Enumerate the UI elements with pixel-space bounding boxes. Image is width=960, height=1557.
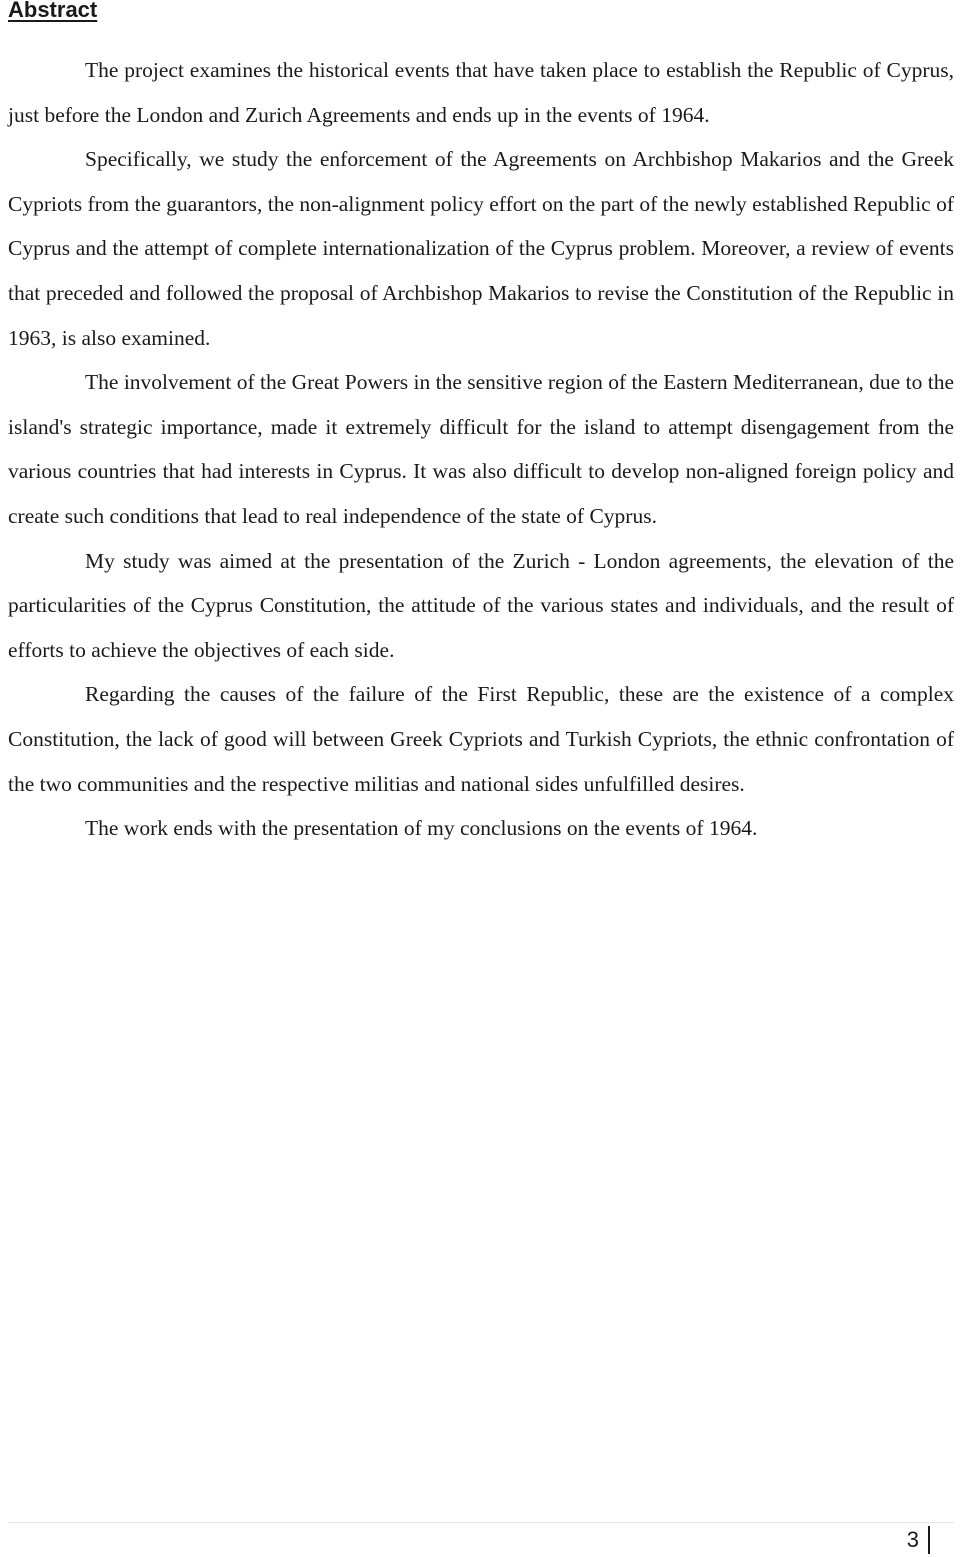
- paragraph-1: The project examines the historical events that have taken place to establish the Republic of Cyprus, just before the London and Zurich Agreements and ends up in the events of 1964.: [8, 58, 954, 127]
- page-number: 3: [907, 1526, 930, 1554]
- paragraph-2: Specifically, we study the enforcement of the Agreements on Archbishop Makarios and the Greek Cypriots from the guarantors, the non-alignment policy effort on the part of the newly established Republic of Cyprus and the attempt of complete internationalization of the Cyprus problem. Moreover, a review of events that preceded and followed the proposal of Archbishop Makarios to revise the Constitution of the Republic in 1963, is also examined.: [8, 147, 954, 350]
- abstract-body: [8, 48, 954, 851]
- paragraph-6: The work ends with the presentation of my conclusions on the events of 1964.: [85, 816, 758, 841]
- paragraph-5: Regarding the causes of the failure of the First Republic, these are the existence of a complex Constitution, the lack of good will between Greek Cypriots and Turkish Cypriots, the ethnic confrontation of the two communities and the respective militias and national sides unfulfilled desires.: [8, 682, 954, 796]
- paragraph-4: My study was aimed at the presentation of the Zurich - London agreements, the elevation of the particularities of the Cyprus Constitution, the attitude of the various states and individuals, and the result of efforts to achieve the objectives of each side.: [8, 548, 954, 662]
- paragraph-3: The involvement of the Great Powers in the sensitive region of the Eastern Mediterranean, due to the island's strategic importance, made it extremely difficult for the island to attempt disengagement from the various countries that had interests in Cyprus. It was also difficult to develop non-aligned foreign policy and create such conditions that lead to real independence of the state of Cyprus.: [8, 370, 954, 528]
- footer-divider: [8, 1522, 954, 1523]
- abstract-heading: Abstract: [8, 0, 98, 22]
